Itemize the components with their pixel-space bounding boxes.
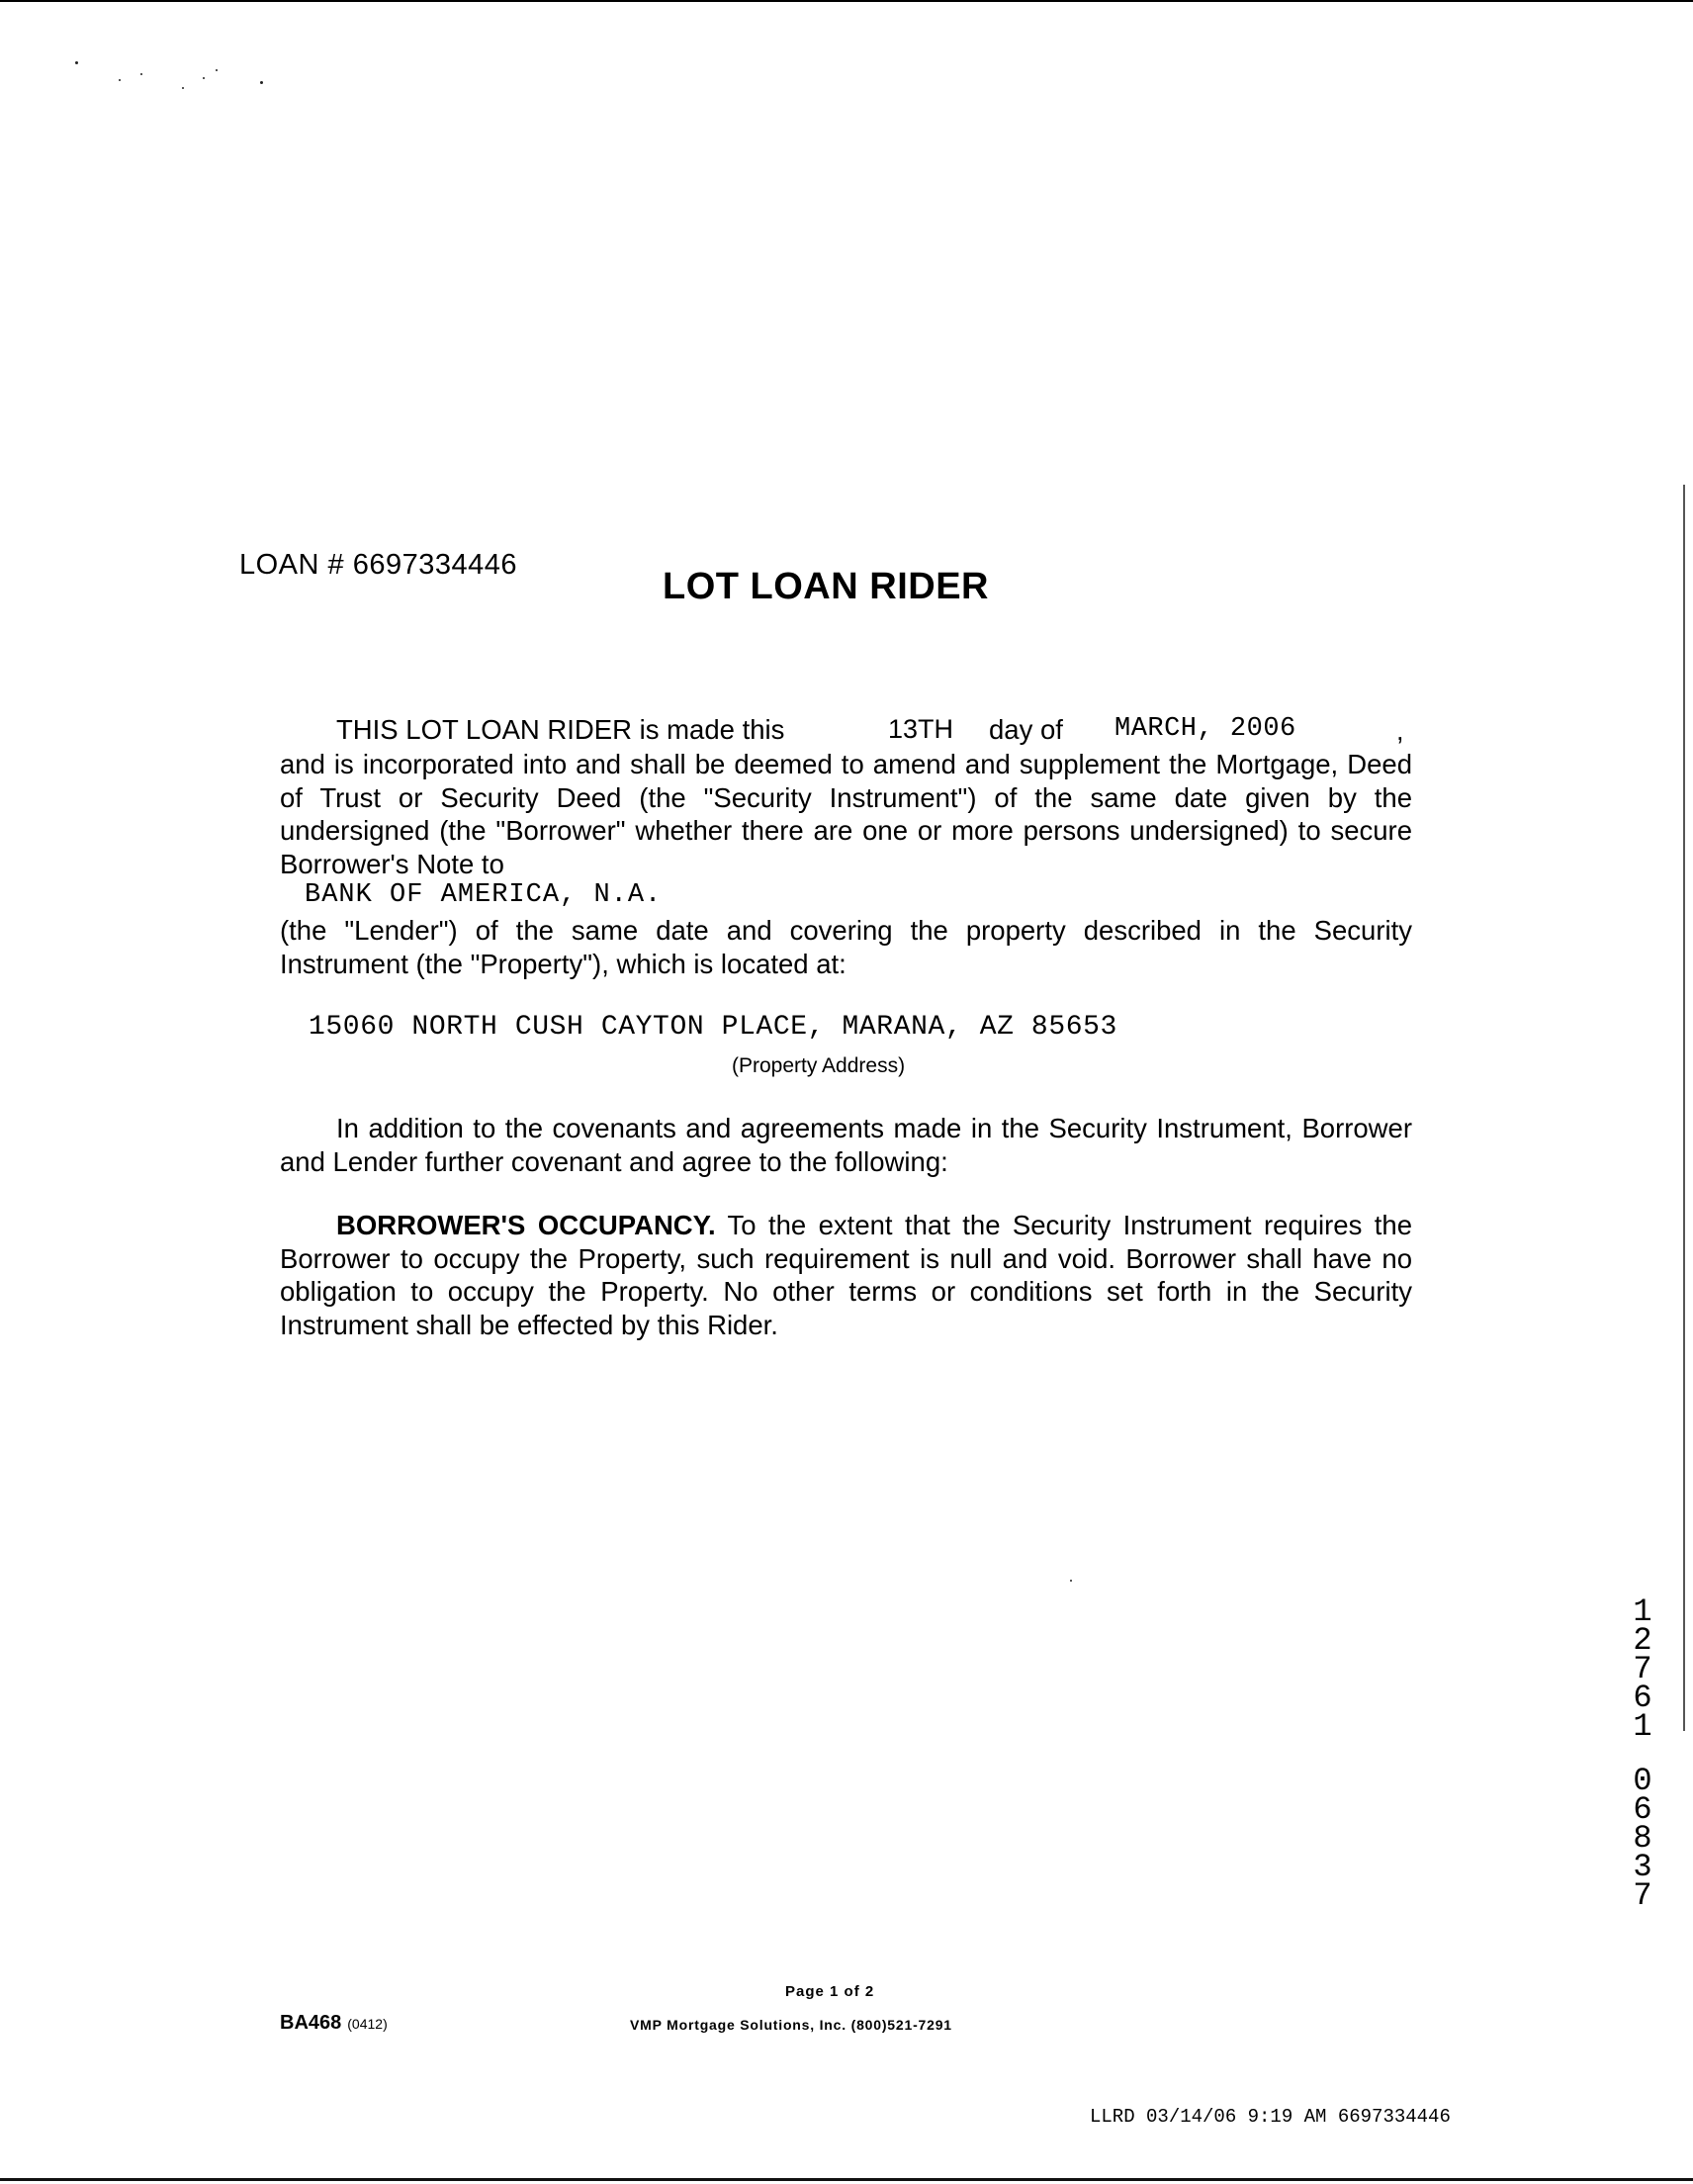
intro-lead: THIS LOT LOAN RIDER is made this bbox=[336, 714, 785, 745]
scan-speck bbox=[140, 73, 142, 75]
stamp-digit: 7 bbox=[1633, 1651, 1652, 1687]
stamp-digit: 0 bbox=[1633, 1763, 1652, 1799]
rider-paragraph-1b: (the "Lender") of the same date and covering the property described in the Security Instrument (the "Property"), which is located at: bbox=[280, 915, 1412, 979]
form-date: (0412) bbox=[347, 2016, 388, 2032]
stamp-digit: 3 bbox=[1633, 1849, 1652, 1885]
occupancy-paragraph bbox=[280, 1209, 1412, 1341]
date-comma: , bbox=[1396, 716, 1404, 746]
rider-paragraph-2: In addition to the covenants and agreements made in the Security Instrument, Borrower and Lender further covenant and agree to the following: bbox=[280, 1113, 1412, 1177]
form-vendor: VMP Mortgage Solutions, Inc. (800)521-7291 bbox=[630, 2017, 952, 2033]
scan-speck bbox=[75, 61, 78, 64]
scan-speck bbox=[1070, 1580, 1072, 1582]
vertical-document-number bbox=[1623, 1593, 1662, 1914]
page-top-edge bbox=[0, 0, 1693, 2]
form-code-label: BA468 bbox=[280, 2012, 342, 2034]
made-month-year-value: MARCH, 2006 bbox=[1114, 714, 1296, 744]
scan-speck bbox=[119, 79, 121, 81]
stamp-digit: 6 bbox=[1633, 1791, 1652, 1828]
made-day-value: 13TH bbox=[888, 714, 954, 744]
record-stamp: LLRD 03/14/06 9:19 AM 6697334446 bbox=[1090, 2106, 1451, 2128]
stamp-digit: 1 bbox=[1633, 1708, 1652, 1745]
lender-name: BANK OF AMERICA, N.A. bbox=[305, 880, 663, 910]
page-right-edge bbox=[1683, 485, 1685, 1731]
occupancy-heading: BORROWER'S OCCUPANCY. bbox=[336, 1210, 716, 1240]
property-address: 15060 NORTH CUSH CAYTON PLACE, MARANA, AZ 85653 bbox=[309, 1012, 1117, 1043]
occupancy-text: To the extent that the Security Instrument requires the Borrower to occupy the Property, such requirement is null and void. Borrower shall have no obligation to occupy the Property. No other terms or conditions set forth in the Security Instrument shall be effected by this Rider. bbox=[280, 1210, 1412, 1340]
scan-speck bbox=[216, 69, 218, 71]
scan-speck bbox=[260, 81, 263, 84]
scan-speck bbox=[182, 87, 184, 89]
stamp-digit: 8 bbox=[1633, 1820, 1652, 1857]
form-code bbox=[280, 2012, 388, 2035]
stamp-digit: 2 bbox=[1633, 1622, 1652, 1659]
stamp-digit: 1 bbox=[1633, 1593, 1652, 1630]
rider-paragraph-1a: and is incorporated into and shall be deemed to amend and supplement the Mortgage, Deed of Trust or Security Deed (the "Security Instrument") of the same date given by the undersigned (the "Borrower" whether there are one or more persons undersigned) to secure Borrower's Note to bbox=[280, 749, 1412, 879]
loan-number: LOAN # 6697334446 bbox=[239, 549, 517, 581]
page-bottom-edge bbox=[0, 2178, 1693, 2181]
day-of-label: day of bbox=[989, 714, 1063, 745]
page-number: Page 1 of 2 bbox=[785, 1983, 875, 2000]
document-title: LOT LOAN RIDER bbox=[663, 566, 989, 607]
stamp-digit: 6 bbox=[1633, 1680, 1652, 1716]
stamp-digit: 7 bbox=[1633, 1877, 1652, 1914]
scan-speck bbox=[203, 77, 205, 79]
property-address-caption: (Property Address) bbox=[732, 1054, 906, 1077]
